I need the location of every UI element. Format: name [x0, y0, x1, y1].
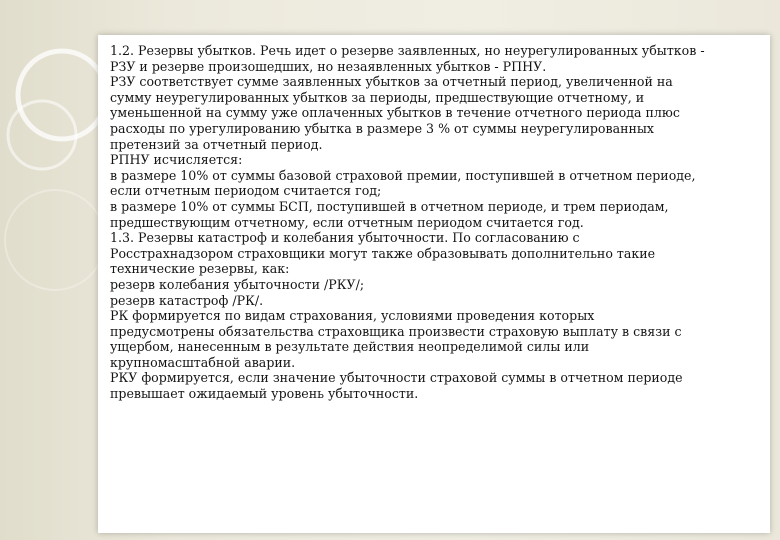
text-line: ущербом, нанесенным в результате действия неопределимой силы или — [110, 339, 590, 355]
text-line: 1.3. Резервы катастроф и колебания убыточности. По согласованию с — [110, 230, 580, 246]
text-line: РПНУ исчисляется: — [110, 152, 243, 168]
text-line: РКУ формируется, если значение убыточности страховой суммы в отчетном периоде — [110, 370, 683, 386]
text-line: уменьшенной на сумму уже оплаченных убытков в течение отчетного периода плюс — [110, 105, 680, 121]
text-line: в размере 10% от суммы БСП, поступившей в отчетном периоде, и трем периодам, — [110, 198, 669, 214]
deco-circle-faint — [5, 190, 105, 290]
text-line: крупномасштабной аварии. — [110, 354, 296, 370]
text-line: сумму неурегулированных убытков за периоды, предшествующие отчетному, и — [110, 89, 645, 105]
text-line: претензий за отчетный период. — [110, 136, 323, 152]
text-line: превышает ожидаемый уровень убыточности. — [110, 386, 419, 402]
text-line: Росстрахнадзором страховщики могут также образовывать дополнительно такие — [110, 245, 656, 261]
text-line: резерв катастроф /РК/. — [110, 292, 264, 308]
text-line: технические резервы, как: — [110, 261, 290, 277]
content-box — [98, 35, 770, 533]
text-line: в размере 10% от суммы базовой страховой премии, поступившей в отчетном периоде, — [110, 167, 696, 183]
text-line: если отчетным периодом считается год; — [110, 183, 382, 199]
text-line: предшествующим отчетному, если отчетным периодом считается год. — [110, 214, 584, 230]
text-line: РЗУ и резерве произошедших, но незаявленных убытков - РПНУ. — [110, 58, 547, 74]
slide-text — [110, 43, 762, 402]
text-line: расходы по урегулированию убытка в размере 3 % от суммы неурегулированных — [110, 120, 655, 136]
deco-circle-large — [18, 51, 106, 139]
text-line: предусмотрены обязательства страховщика произвести страховую выплату в связи с — [110, 323, 682, 339]
text-line: РЗУ соответствует сумме заявленных убытков за отчетный период, увеличенной на — [110, 74, 673, 90]
text-line: РК формируется по видам страхования, условиями проведения которых — [110, 308, 595, 324]
text-line: 1.2. Резервы убытков. Речь идет о резерве заявленных, но неурегулированных убытков - — [110, 43, 705, 58]
text-line: резерв колебания убыточности /РКУ/; — [110, 276, 365, 292]
